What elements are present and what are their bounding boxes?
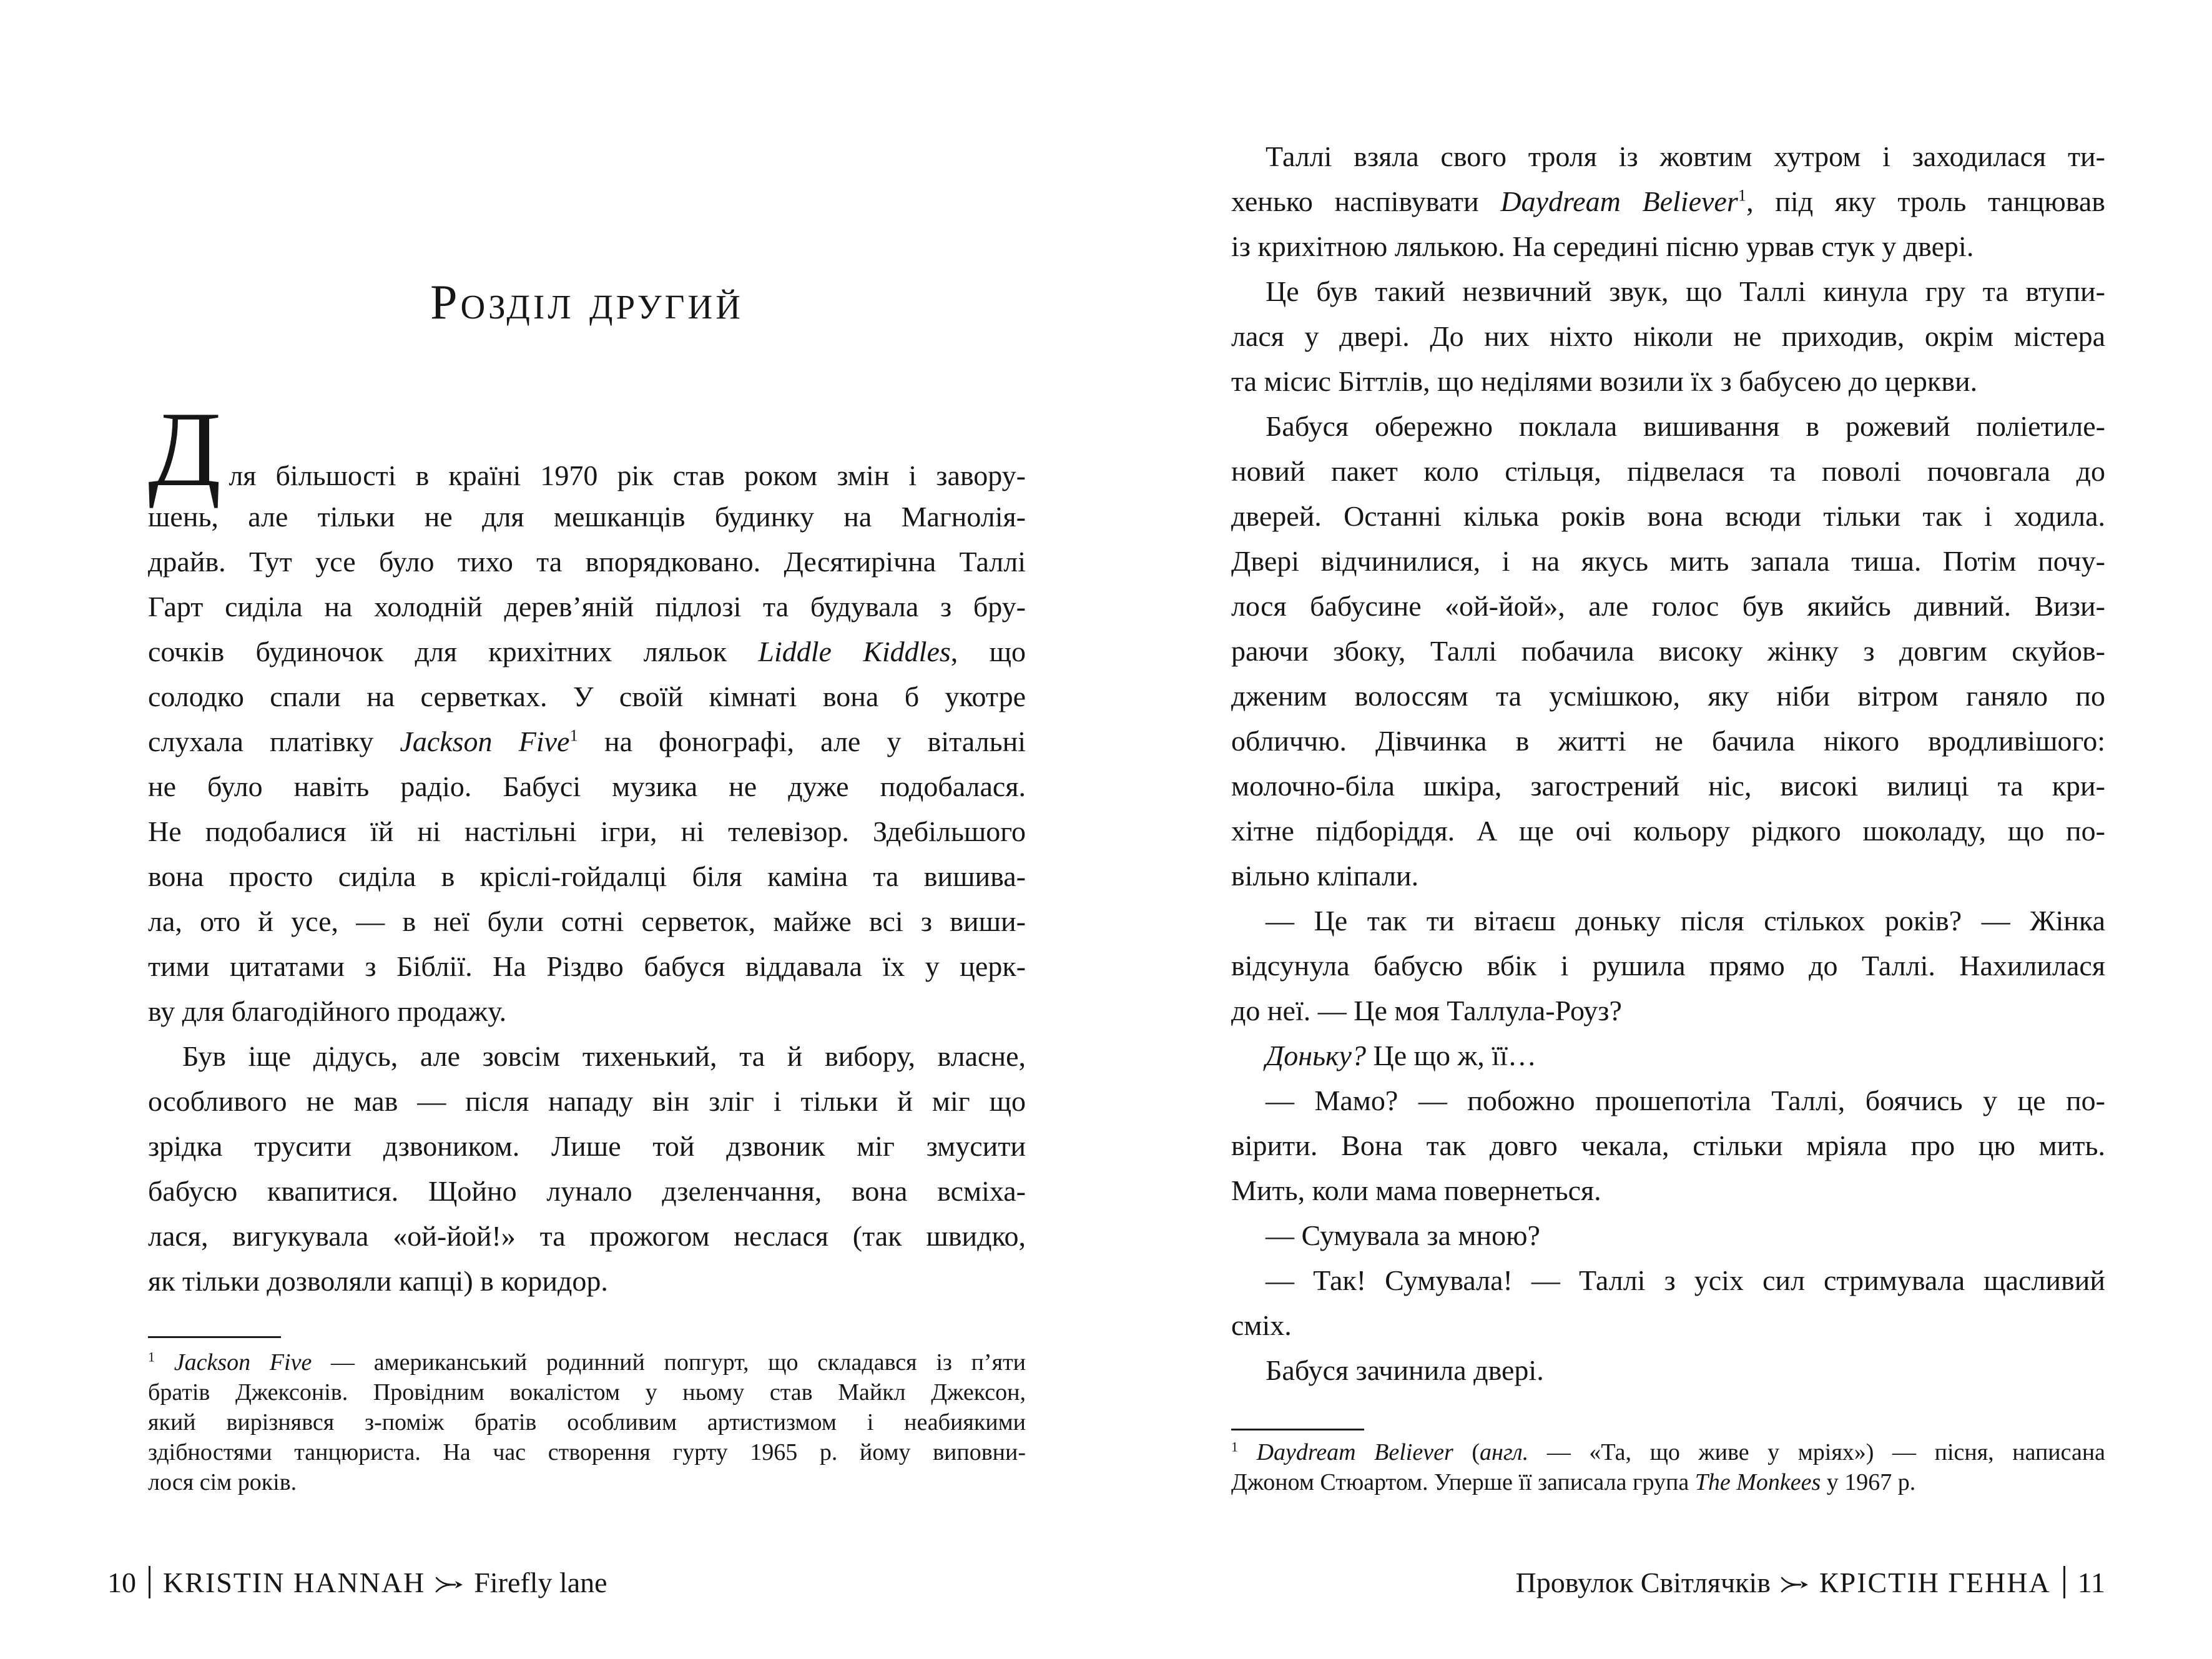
text-line: — Сумувала за мною? bbox=[1266, 1219, 1540, 1251]
drop-cap: Д bbox=[148, 390, 222, 509]
left-page-footnote bbox=[148, 1347, 1026, 1497]
text-line: лася у двері. До них ніхто ніколи не приходив, окрім містера bbox=[1231, 320, 2105, 352]
text-line: молочно-біла шкіра, загострений ніс, високі вилиці та кри- bbox=[1231, 770, 2105, 802]
footnote-line: лося сім років. bbox=[148, 1469, 297, 1495]
text-line: бабусю квапитися. Щойно лунало дзеленчання, вона всміха- bbox=[148, 1175, 1026, 1207]
footer-book-title: Firefly lane bbox=[474, 1567, 607, 1598]
text-line: дженим волоссям та усмішкою, яку ніби вітром ганяло по bbox=[1231, 680, 2105, 712]
text-line: тими цитатами з Біблії. На Різдво бабуся віддавала їх у церк- bbox=[148, 950, 1026, 982]
text-line: шень, але тільки не для мешканців будинку на Магнолія- bbox=[148, 501, 1026, 533]
text-line: Був іще дідусь, але зовсім тихенький, та й вибору, власне, bbox=[182, 1040, 1026, 1072]
text-line: — Мамо? — побожно прошепотіла Таллі, боячись у це по- bbox=[1266, 1085, 2105, 1116]
text-line: лося бабусине «ой-йой», але голос був якийсь дивний. Визи- bbox=[1231, 590, 2105, 622]
chapter-title: Розділ другий bbox=[430, 275, 744, 329]
footer-divider-bar bbox=[2063, 1566, 2065, 1598]
right-page-body bbox=[1231, 134, 2105, 1393]
firefly-ornament-icon bbox=[435, 1577, 464, 1593]
text-line: до неї. — Це моя Таллула-Роуз? bbox=[1231, 995, 1622, 1026]
text-line: Бабуся зачинила двері. bbox=[1266, 1354, 1544, 1386]
footnote-line: $^1$ Daydream Believer (англ. — «Та, що живе у мріях») — пісня, написана bbox=[1231, 1439, 2106, 1465]
text-line: вільно кліпали. bbox=[1231, 860, 1419, 892]
text-line: Мить, коли мама повернеться. bbox=[1231, 1174, 1601, 1206]
text-line: як тільки дозволяли капці) в коридор. bbox=[148, 1265, 608, 1297]
text-line: вірити. Вона так довго чекала, стільки мріяла про цю мить. bbox=[1231, 1130, 2105, 1161]
text-line: Для більшості в країні 1970 рік став роком змін і завору- bbox=[148, 390, 1026, 509]
text-line: лася, вигукувала «ой-йой!» та прожогом неслася (так швидко, bbox=[148, 1220, 1026, 1252]
text-line: хенько наспівувати Daydream Believer$^1$, під яку троль танцював bbox=[1231, 185, 2105, 217]
text-line: ла, ото й усе, — в неї були сотні серветок, майже всі з виши- bbox=[148, 905, 1026, 937]
text-line: вона просто сиділа в кріслі-гойдалці біля каміна та вишива- bbox=[148, 860, 1026, 892]
text-line: хітне підборіддя. А ще очі кольору рідкого шоколаду, що по- bbox=[1231, 815, 2105, 847]
text-line: сміх. bbox=[1231, 1309, 1292, 1341]
text-line: — Це так ти вітаєш доньку після стількох років? — Жінка bbox=[1266, 905, 2105, 937]
page-number: 11 bbox=[2077, 1567, 2105, 1598]
text-line: драйв. Тут усе було тихо та впорядковано. Десятирічна Таллі bbox=[148, 546, 1026, 578]
text-line: із крихітною лялькою. На середині пісню урвав стук у двері. bbox=[1231, 230, 1974, 262]
text-line: Не подобалися їй ні настільні ігри, ні телевізор. Здебільшого bbox=[148, 815, 1026, 847]
text-line: Двері відчинилися, і на якусь мить запала тиша. Потім почу- bbox=[1231, 545, 2105, 577]
text-line: — Так! Сумувала! — Таллі з усіх сил стримувала щасливий bbox=[1266, 1264, 2105, 1296]
firefly-ornament-icon bbox=[1781, 1577, 1809, 1593]
text-line: Це був такий незвичний звук, що Таллі кинула гру та втупи- bbox=[1266, 275, 2105, 307]
footer-author: КРІСТІН ГЕННА bbox=[1819, 1567, 2051, 1598]
text-line: Гарт сиділа на холодній дерев’яній підлозі та будувала з бру- bbox=[148, 591, 1026, 623]
footnote-divider bbox=[148, 1336, 281, 1338]
text-line: обличчю. Дівчинка в житті не бачила нікого вродливішого: bbox=[1231, 725, 2105, 757]
text-line: Бабуся обережно поклала вишивання в рожевий поліетиле- bbox=[1266, 410, 2105, 442]
text-line: раючи збоку, Таллі побачила високу жінку з довгим скуйов- bbox=[1231, 635, 2105, 667]
text-line: Доньку? Це що ж, її… bbox=[1266, 1040, 1536, 1071]
text-line: особливого не мав — після нападу він зліг і тільки й міг що bbox=[148, 1085, 1026, 1117]
right-page-footnote bbox=[1231, 1437, 2105, 1497]
footnote-line: Джоном Стюартом. Уперше її записала група The Monkees у 1967 р. bbox=[1231, 1469, 1916, 1495]
text-line: зрідка трусити дзвоником. Лише той дзвоник міг змусити bbox=[148, 1130, 1026, 1162]
text-line: відсунула бабусю вбік і рушила прямо до Таллі. Нахилилася bbox=[1231, 950, 2105, 982]
page-number: 10 bbox=[107, 1567, 136, 1598]
text-line: та місис Біттлів, що неділями возили їх з бабусею до церкви. bbox=[1231, 365, 1978, 397]
text-line: не було навіть радіо. Бабусі музика не дуже подобалася. bbox=[148, 770, 1026, 802]
text-line: слухала платівку Jackson Five$^1$ на фонографі, але у вітальні bbox=[148, 726, 1026, 757]
left-page-body bbox=[148, 390, 1026, 1304]
text-line: ву для благодійного продажу. bbox=[148, 995, 507, 1027]
left-page-footer bbox=[107, 1566, 607, 1599]
text-line: солодко спали на серветках. У своїй кімнаті вона б укотре bbox=[148, 681, 1026, 712]
footnote-line: $^1$ Jackson Five — американський родинний попгурт, що складався із п’яти bbox=[148, 1349, 1026, 1376]
text-line: новий пакет коло стільця, підвелася та поволі почовгала до bbox=[1231, 455, 2105, 487]
footnote-line: здібностями танцюриста. На час створення гурту 1965 р. йому виповни- bbox=[148, 1439, 1026, 1465]
footer-divider-bar bbox=[149, 1566, 150, 1598]
footnote-line: братів Джексонів. Провідним вокалістом у ньому став Майкл Джексон, bbox=[148, 1379, 1026, 1405]
footer-author: KRISTIN HANNAH bbox=[163, 1567, 426, 1598]
right-page-footer bbox=[1516, 1566, 2105, 1599]
text-line: Таллі взяла свого троля із жовтим хутром і заходилася ти- bbox=[1266, 140, 2105, 172]
text-line: сочків будиночок для крихітних ляльок Liddle Kiddles, що bbox=[148, 636, 1026, 667]
footer-book-title: Провулок Світлячків bbox=[1515, 1567, 1771, 1598]
footnote-divider bbox=[1231, 1429, 1364, 1430]
text-line: дверей. Останні кілька років вона всюди тільки так і ходила. bbox=[1231, 500, 2105, 532]
footnote-line: який вирізнявся з-поміж братів особливим артистизмом і неабиякими bbox=[148, 1409, 1026, 1435]
